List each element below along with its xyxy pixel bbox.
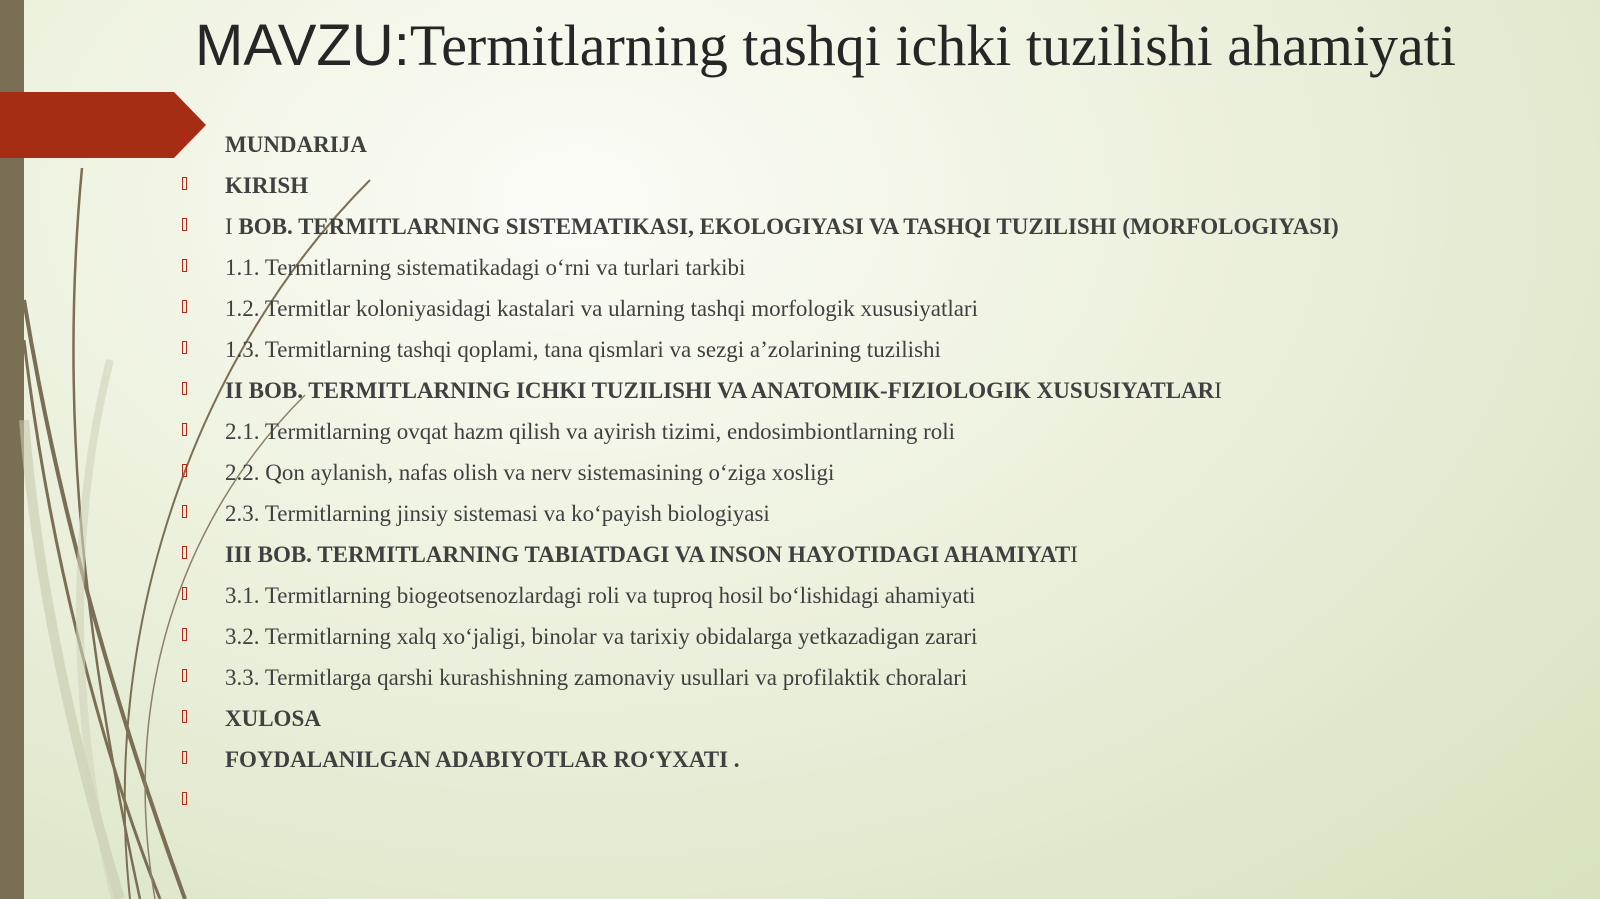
toc-item: [180, 165, 1339, 206]
toc-item-text: 1.1. Termitlarning sistematikadagi o‘rni va turlari tarkibi: [225, 255, 746, 280]
toc-item: [180, 206, 1339, 247]
toc-item: [180, 698, 1339, 739]
bullet-icon: [182, 546, 187, 559]
toc-item-text: 3.3. Termitlarga qarshi kurashishning zamonaviy usullari va profilaktik choralari: [225, 665, 968, 690]
toc-item: [180, 780, 1339, 821]
toc-item: [180, 452, 1339, 493]
bullet-icon: [182, 341, 187, 354]
toc-item-tail: I: [1070, 542, 1078, 567]
bullet-icon: [182, 628, 187, 641]
toc-item: [180, 370, 1339, 411]
toc-item-text: 2.3. Termitlarning jinsiy sistemasi va ko‘payish biologiyasi: [225, 501, 770, 526]
toc-item: [180, 575, 1339, 616]
toc-item: [180, 411, 1339, 452]
toc-item: [180, 124, 1339, 165]
toc-item-text: 1.2. Termitlar koloniyasidagi kastalari va ularning tashqi morfologik xususiyatlari: [225, 296, 978, 321]
bullet-icon: [182, 792, 187, 805]
bullet-icon: [182, 505, 187, 518]
toc-item: [180, 534, 1339, 575]
toc-item: [180, 329, 1339, 370]
slide-title: [195, 6, 1585, 86]
bullet-icon: [182, 382, 187, 395]
toc-item-text: I: [225, 214, 239, 239]
title-prefix: MAVZU:: [195, 13, 410, 78]
bullet-icon: [182, 259, 187, 272]
toc-item-text: 3.1. Termitlarning biogeotsenozlardagi roli va tuproq hosil bo‘lishidagi ahamiyati: [225, 583, 976, 608]
bullet-icon: [182, 300, 187, 313]
toc-item-text: FOYDALANILGAN ADABIYOTLAR RO‘YXATI .: [225, 747, 740, 772]
toc-item-text: 2.2. Qon aylanish, nafas olish va nerv sistemasining o‘ziga xosligi: [225, 460, 835, 485]
toc-item-text: KIRISH: [225, 173, 309, 198]
toc-item-text: MUNDARIJA: [225, 132, 367, 157]
toc-item-text: II BOB. TERMITLARNING ICHKI TUZILISHI VA ANATOMIK-FIZIOLOGIK XUSUSIYATLAR: [225, 378, 1215, 403]
toc-item-text: 3.2. Termitlarning xalq xo‘jaligi, binolar va tarixiy obidalarga yetkazadigan zarari: [225, 624, 978, 649]
toc-item-text: 2.1. Termitlarning ovqat hazm qilish va ayirish tizimi, endosimbiontlarning roli: [225, 419, 956, 444]
toc-item: [180, 616, 1339, 657]
bullet-icon: [182, 587, 187, 600]
toc-item-tail: I: [1214, 378, 1222, 403]
bullet-icon: [182, 177, 187, 190]
toc-item: [180, 288, 1339, 329]
bullet-icon: [182, 130, 187, 143]
bullet-icon: [182, 218, 187, 231]
toc-item: [180, 657, 1339, 698]
bullet-icon: [182, 669, 187, 682]
red-arrow-banner: [0, 92, 206, 158]
bullet-icon: [182, 751, 187, 764]
toc-item: [180, 493, 1339, 534]
bullet-icon: [182, 423, 187, 436]
title-main: Termitlarning tashqi ichki tuzilishi ahamiyati: [409, 13, 1456, 78]
toc-item-text: XULOSA: [225, 706, 321, 731]
toc-item-text: 1.3. Termitlarning tashqi qoplami, tana qismlari va sezgi a’zolarining tuzilishi: [225, 337, 941, 362]
toc-item: [180, 247, 1339, 288]
toc-item: [180, 739, 1339, 780]
toc-item-text: III BOB. TERMITLARNING TABIATDAGI VA INSON HAYOTIDAGI AHAMIYAT: [225, 542, 1071, 567]
toc-item-text-bold: BOB. TERMITLARNING SISTEMATIKASI, EKOLOGIYASI VA TASHQI TUZILISHI (MORFOLOGIYASI): [238, 214, 1339, 239]
table-of-contents: [180, 124, 1339, 821]
bullet-icon: [182, 464, 187, 477]
bullet-icon: [182, 710, 187, 723]
